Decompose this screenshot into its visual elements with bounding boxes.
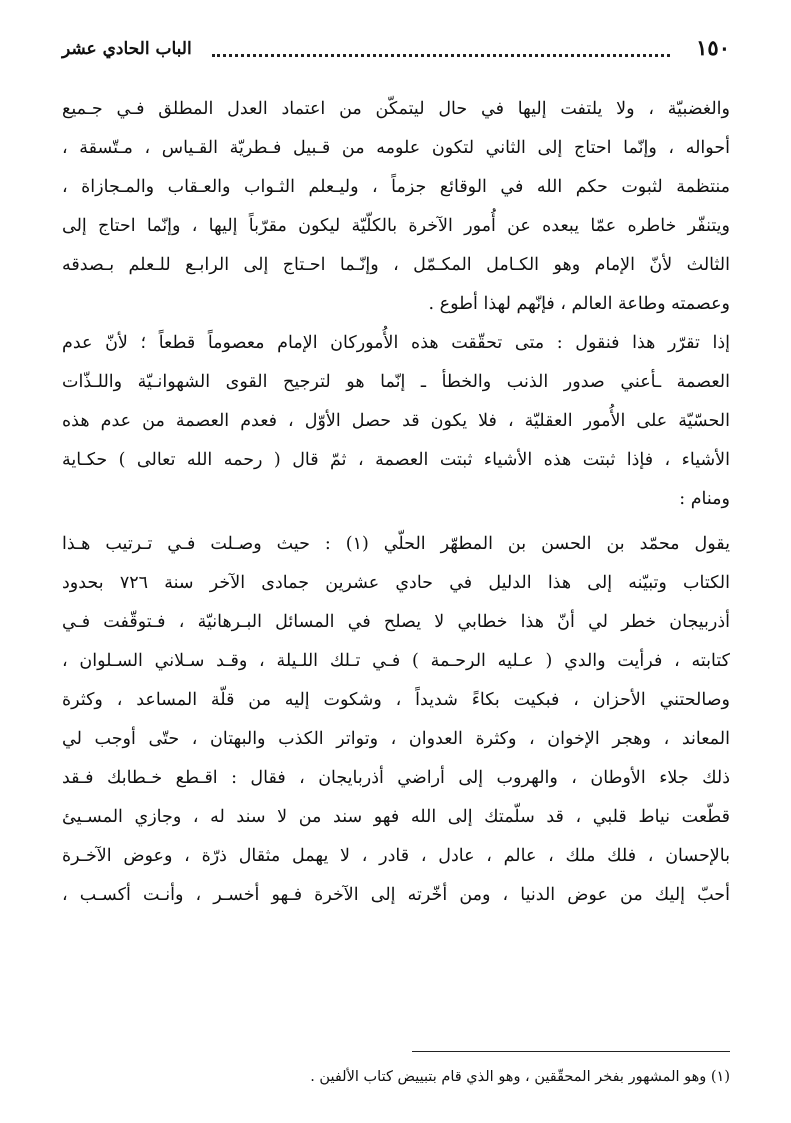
text-line: الثالث لأنّ الإمام وهو الكـامل المكـمّل ، وإنّـما احـتاج إلى الرابـع للـعلم بـصدقه — [62, 255, 730, 275]
text-line: إذا تقرّر هذا فنقول : متى تحقّقت هذه الأُموركان الإمام معصوماً قطعاً ؛ لأنّ عدم — [62, 333, 730, 353]
text-line: الأشياء ، فإذا ثبتت هذه الأشياء ثبتت العصمة ، ثمّ قال ( رحمه الله تعالى ) حكـاية — [62, 450, 730, 470]
text-line: المعاند ، وهجر الإخوان ، وكثرة العدوان ، وتواتر الكذب والبهتان ، حتّى أوجب لي — [62, 729, 730, 749]
running-header — [62, 34, 730, 64]
page-number: ١٥٠ — [696, 35, 730, 60]
text-line: وعصمته وطاعة العالم ، فإنّهم لهذا أطوع . — [428, 294, 730, 314]
text-line: منتظمة لثبوت حكم الله في الوقائع جزماً ، وليـعلم الثـواب والعـقاب والمـجازاة ، — [62, 177, 730, 197]
text-line: ذلك جلاء الأوطان ، والهروب إلى أراضي أذربايجان ، فقال : اقـطع خـطابك فـقد — [62, 768, 730, 788]
body-text — [62, 90, 730, 915]
text-line: ويتنفّر خاطره عمّا يبعده عن أُمور الآخرة بالكلّيّة ليكون مقرّباً إليها ، وإنّما احتاج إلى — [62, 216, 730, 236]
text-line: كتابته ، فرأيت والدي ( عـليه الرحـمة ) فـي تـلك اللـيلة ، وقـد سـلاني السـلوان ، — [62, 651, 730, 671]
text-line: بالإحسان ، فلك ملك ، عالم ، عادل ، قادر ، لا يهمل مثقال ذرّة ، وعوض الآخـرة — [62, 846, 730, 866]
chapter-title: الباب الحادي عشر — [62, 39, 192, 59]
footnote: (١) وهو المشهور بفخر المحقّقين ، وهو الذي قام بتبييض كتاب الألفين . — [310, 1069, 730, 1085]
footnote-separator — [412, 1051, 730, 1052]
text-line: ومنام : — [679, 489, 730, 509]
text-line: الكتاب وتبيّنه إلى هذا الدليل في حادي عشرين جمادى الآخر سنة ٧٢٦ بحدود — [62, 573, 730, 593]
text-line: قطّعت نياط قلبي ، قد سلّمتك إلى الله فهو سند من لا سند له ، وجازي المسـيئ — [62, 807, 730, 827]
text-line: والغضبيّة ، ولا يلتفت إليها في حال ليتمكّن من اعتماد العدل المطلق فـي جـميع — [62, 99, 730, 119]
text-line: وصالحتني الأحزان ، فبكيت بكاءً شديداً ، وشكوت إليه من قلّة المساعد ، وكثرة — [62, 690, 730, 710]
book-page — [62, 28, 730, 1098]
header-dotted-leader — [212, 54, 670, 57]
text-line: العصمة ـأعني صدور الذنب والخطأ ـ إنّما هو لترجيح القوى الشهوانـيّة واللـذّات — [62, 372, 730, 392]
text-line: أحبّ إليك من عوض الدنيا ، ومن أخّرته إلى الآخرة فـهو أخسـر ، وأنـت أكسـب ، — [62, 885, 730, 905]
text-line: أذربيجان خطر لي أنّ هذا خطابي لا يصلح في المسائل البـرهانيّة ، فـتوقّفت فـي — [62, 612, 730, 632]
text-line: أحواله ، وإنّما احتاج إلى الثاني لتكون علومه من قـبيل فـطريّة القـياس ، مـتّسقة ، — [62, 138, 730, 158]
text-line: الحسّيّة على الأُمور العقليّة ، فلا يكون قد حصل الأوّل ، فعدم العصمة من عدم هذه — [62, 411, 730, 431]
text-line: يقول محمّد بن الحسن بن المطهّر الحلّي (١) : حيث وصـلت فـي تـرتيب هـذا — [62, 534, 730, 554]
